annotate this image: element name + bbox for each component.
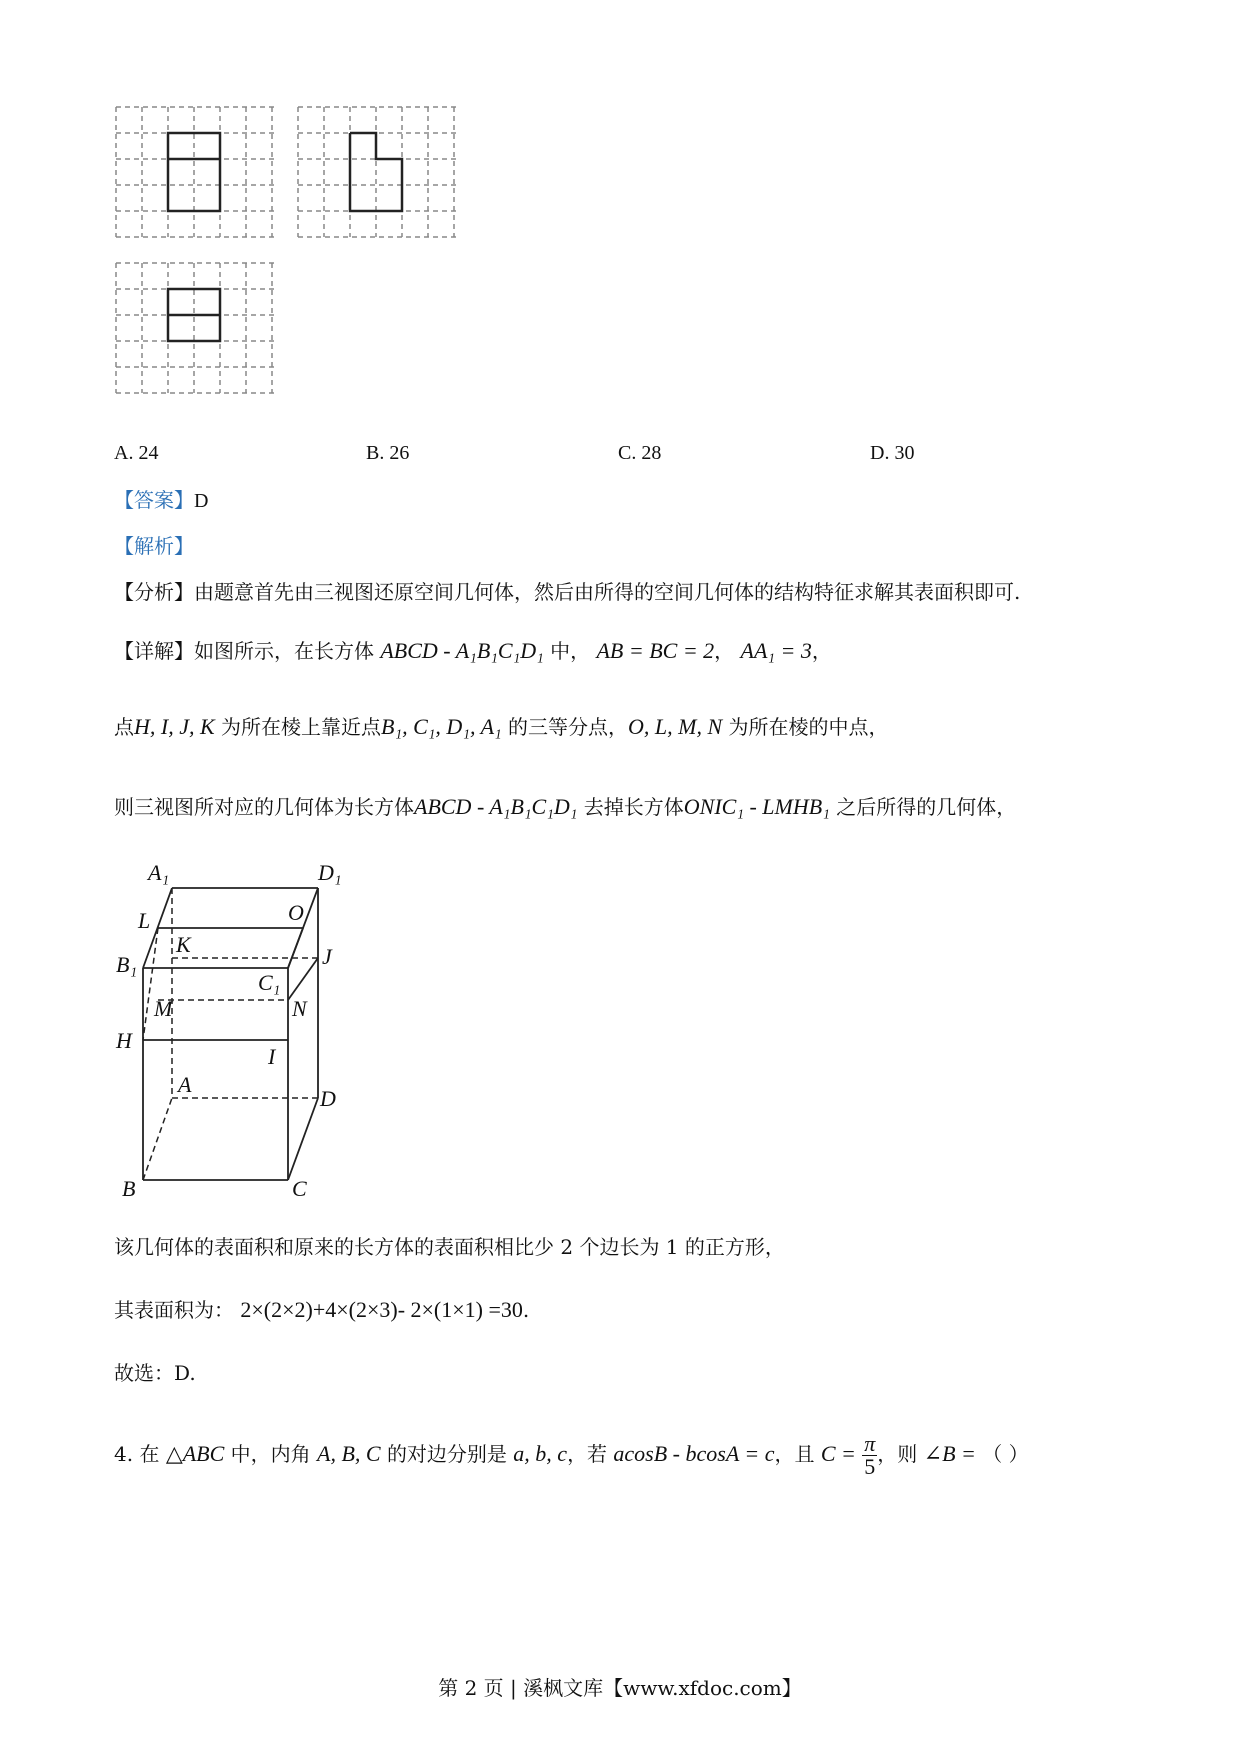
side-view-grid xyxy=(298,107,456,237)
question-text: ，则 xyxy=(877,1442,918,1466)
label-h: H xyxy=(116,1028,132,1053)
detail-text: 其表面积为： xyxy=(114,1298,234,1322)
answer-value: D xyxy=(194,490,209,512)
detail-text: 去掉长方体 xyxy=(583,795,684,819)
label-o: O xyxy=(288,900,304,925)
detail-text: ， xyxy=(714,639,735,663)
angle-c: C = xyxy=(820,1441,856,1466)
box-notation-3: ONIC₁ - LMHB₁ xyxy=(683,794,830,819)
answer-tag: 【答案】 xyxy=(114,488,194,512)
fenxi-line xyxy=(114,577,1020,607)
sides-abc: a, b, c xyxy=(513,1441,568,1466)
angle-b: ∠B = xyxy=(923,1441,976,1466)
label-a: A xyxy=(178,1072,192,1097)
points-b1c1d1a1: B₁, C₁, D₁, A₁ xyxy=(381,714,502,739)
question-text: ，若 xyxy=(567,1442,608,1466)
label-c1: C₁ xyxy=(258,970,281,995)
box-notation-2: ABCD - A₁B₁C₁D₁ xyxy=(414,794,578,819)
front-view-grid xyxy=(116,107,274,237)
detail-text: 之后所得的几何体， xyxy=(836,795,1017,819)
cuboid-figure xyxy=(0,850,420,1220)
detail-text: 则三视图所对应的几何体为长方体 xyxy=(114,795,414,819)
three-view-figure xyxy=(0,0,480,410)
label-d: D xyxy=(320,1086,336,1111)
fraction-numerator: π xyxy=(864,1431,876,1456)
label-j: J xyxy=(322,944,332,969)
detail-text: 点 xyxy=(114,715,134,739)
detail-text: 的三等分点， xyxy=(508,715,629,739)
answer-parentheses: （ ） xyxy=(982,1442,1029,1466)
fenxi-text: 由题意首先由三视图还原空间几何体，然后由所得的空间几何体的结构特征求解其表面积即可. xyxy=(194,580,1021,604)
top-view-grid xyxy=(116,263,274,393)
label-l: L xyxy=(138,908,151,933)
equation-aa1: AA₁ = 3 xyxy=(740,638,812,663)
detail-line-4: 该几何体的表面积和原来的长方体的表面积相比少 2 个边长为 1 的正方形， xyxy=(114,1235,785,1259)
question-text: ，且 xyxy=(774,1442,815,1466)
detail-text: ， xyxy=(811,639,832,663)
label-i: I xyxy=(268,1044,276,1069)
question-4 xyxy=(114,1432,1029,1478)
label-b: B xyxy=(122,1176,136,1201)
equation-ab-bc: AB = BC = 2 xyxy=(596,638,715,663)
choice-d: D. 30 xyxy=(870,442,915,464)
label-b1: B₁ xyxy=(116,952,138,977)
surface-area-equation: 2×(2×2)+4×(2×3)- 2×(1×1) =30 xyxy=(240,1297,523,1322)
detail-line-3 xyxy=(114,792,1016,822)
condition-equation: acosB - bcosA = c xyxy=(613,1441,775,1466)
detail-tag: 【详解】 xyxy=(114,639,194,663)
label-n: N xyxy=(292,996,307,1021)
points-olmn: O, L, M, N xyxy=(628,714,723,739)
detail-text: 为所在棱的中点， xyxy=(728,715,889,739)
analysis-line xyxy=(114,531,194,561)
page-footer: 第 2 页 | 溪枫文库【www.xfdoc.com】 xyxy=(438,1676,802,1700)
angles-abc: A, B, C xyxy=(317,1441,381,1466)
analysis-tag: 【解析】 xyxy=(114,534,194,558)
detail-line-6: 故选：D. xyxy=(114,1361,196,1385)
label-c: C xyxy=(292,1176,307,1201)
choice-a: A. 24 xyxy=(114,442,159,464)
label-m: M xyxy=(154,996,173,1021)
top-view-shape xyxy=(168,289,220,341)
answer-line xyxy=(114,485,208,516)
pi-over-5 xyxy=(862,1433,877,1478)
label-d1: D₁ xyxy=(318,860,342,885)
label-k: K xyxy=(176,932,191,957)
detail-line-5 xyxy=(114,1295,529,1325)
question-text: 中，内角 xyxy=(230,1442,311,1466)
question-text: 的对边分别是 xyxy=(386,1442,507,1466)
detail-text: 如图所示，在长方体 xyxy=(194,639,374,663)
fraction-denominator: 5 xyxy=(864,1454,876,1479)
choice-c: C. 28 xyxy=(618,442,662,464)
detail-text: 为所在棱上靠近点 xyxy=(221,715,382,739)
detail-line-1 xyxy=(114,636,832,666)
fenxi-tag: 【分析】 xyxy=(114,580,194,604)
detail-text: 中， xyxy=(550,639,591,663)
detail-text: . xyxy=(522,1298,530,1322)
label-a1: A₁ xyxy=(148,860,170,885)
detail-line-2 xyxy=(114,712,889,742)
triangle-abc: △ABC xyxy=(165,1441,225,1466)
question-number: 4. 在 xyxy=(114,1442,160,1466)
box-notation: ABCD - A₁B₁C₁D₁ xyxy=(380,638,544,663)
choice-b: B. 26 xyxy=(366,442,410,464)
points-hijk: H, I, J, K xyxy=(134,714,215,739)
